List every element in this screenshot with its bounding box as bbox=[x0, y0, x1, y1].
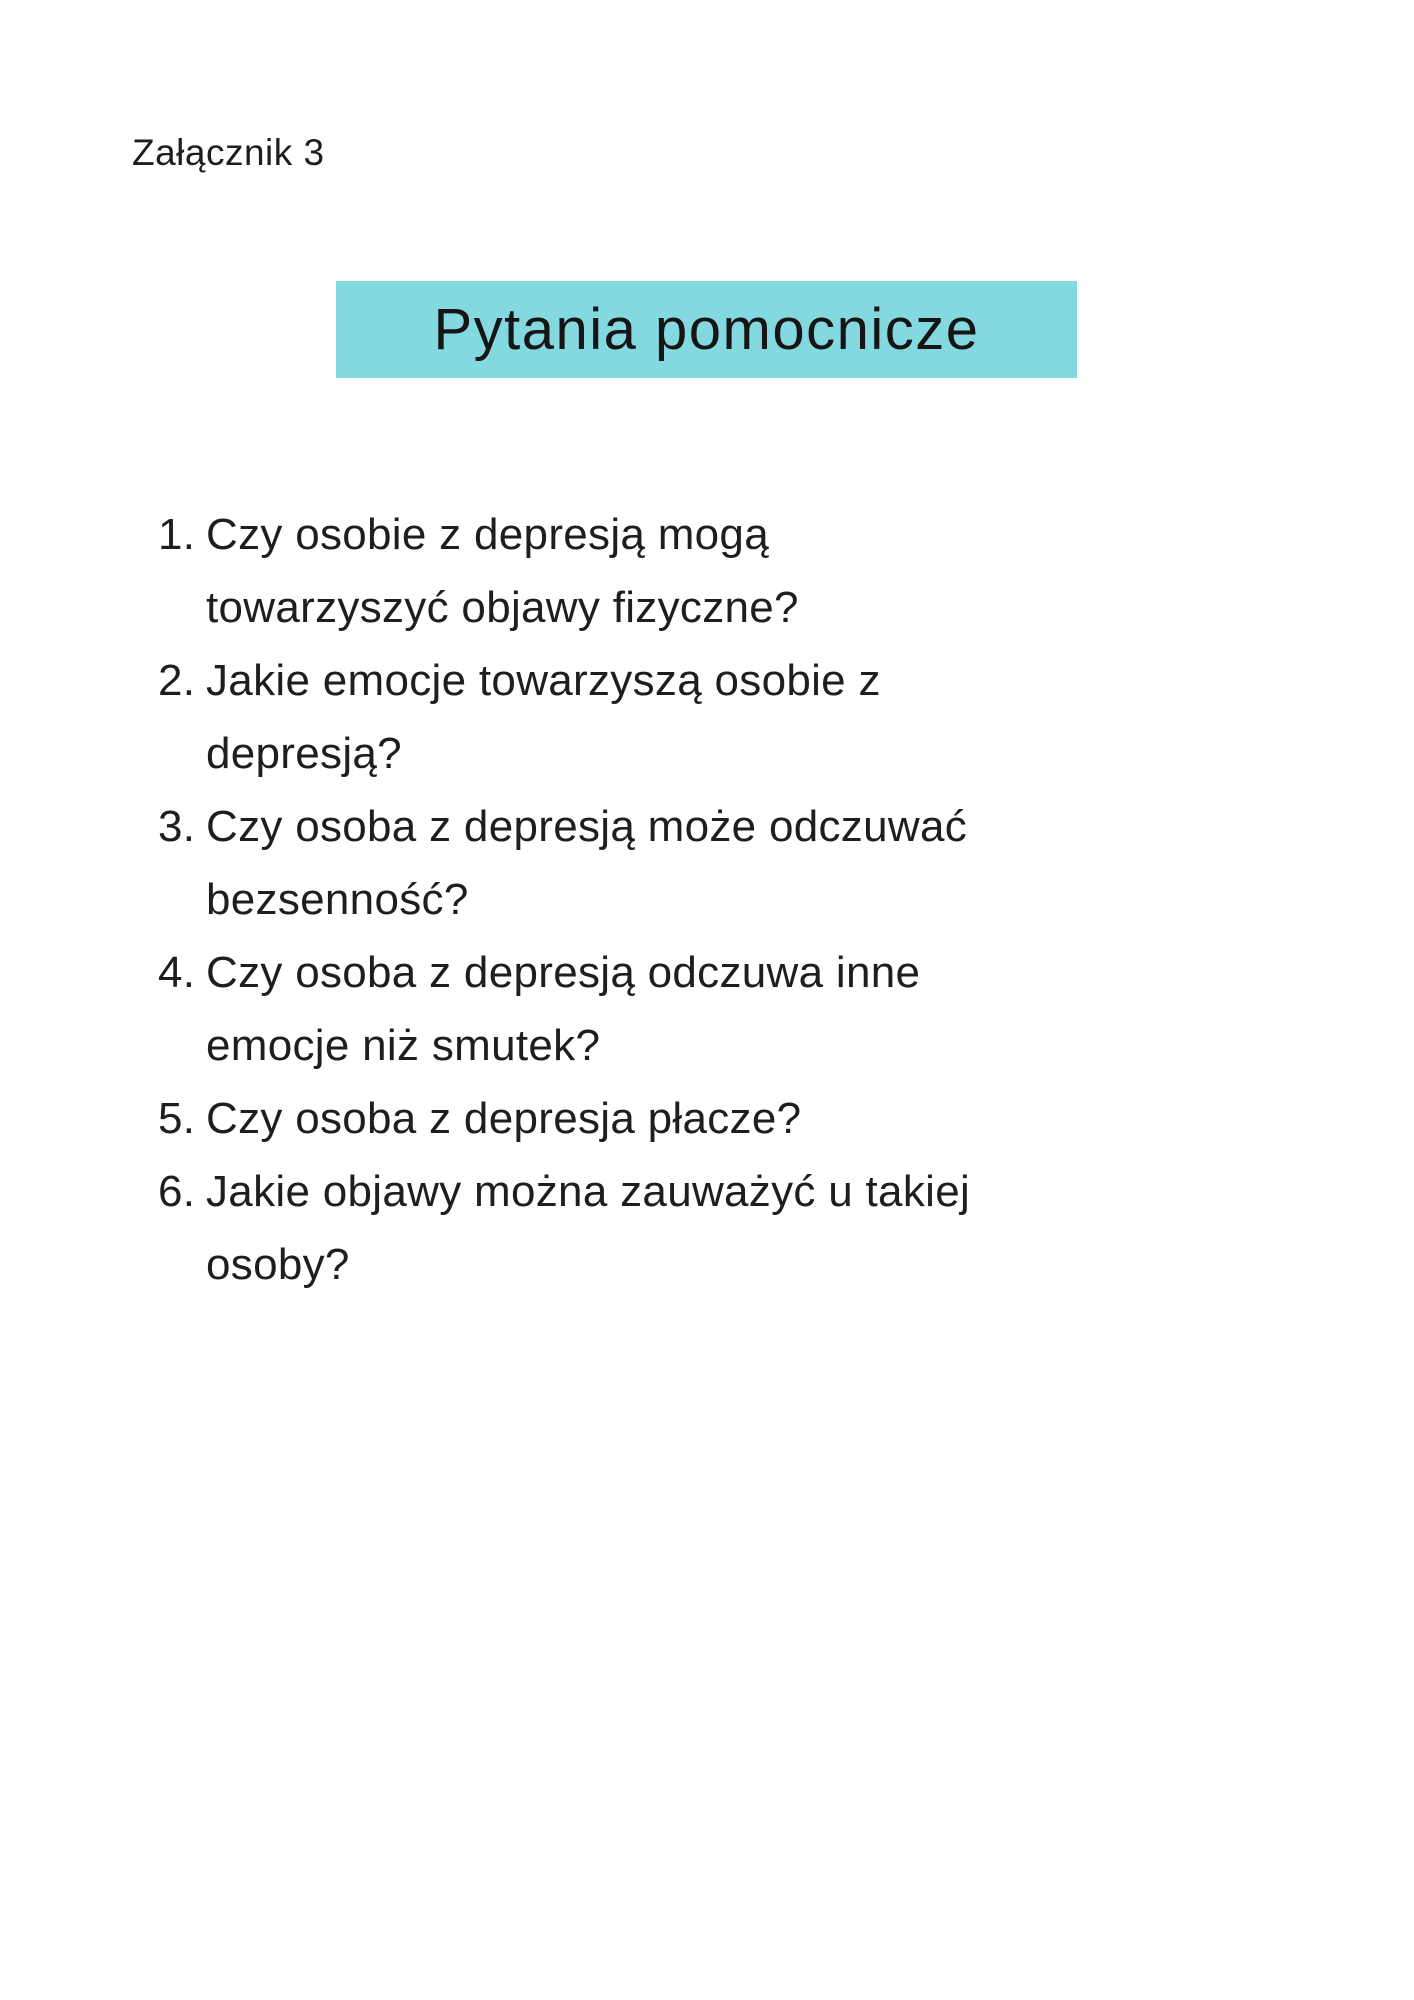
question-list bbox=[158, 498, 1308, 1301]
list-item-text bbox=[206, 1155, 1308, 1301]
list-item bbox=[158, 498, 1308, 644]
question-line: Jakie objawy można zauważyć u takiej bbox=[206, 1167, 971, 1216]
question-line: osoby? bbox=[206, 1240, 350, 1289]
list-item-number: 6. bbox=[158, 1167, 196, 1216]
list-item-number: 3. bbox=[158, 802, 196, 851]
question-line: Czy osoba z depresja płacze? bbox=[206, 1094, 802, 1143]
question-line: bezsenność? bbox=[206, 875, 469, 924]
question-line: Czy osoba z depresją odczuwa inne bbox=[206, 948, 921, 997]
question-line: Czy osobie z depresją mogą bbox=[206, 510, 769, 559]
question-line: depresją? bbox=[206, 729, 402, 778]
list-item bbox=[158, 936, 1308, 1082]
question-line: Jakie emocje towarzyszą osobie z bbox=[206, 656, 881, 705]
list-item bbox=[158, 1155, 1308, 1301]
question-line: towarzyszyć objawy fizyczne? bbox=[206, 583, 799, 632]
list-item-number: 1. bbox=[158, 510, 196, 559]
list-item-number: 4. bbox=[158, 948, 196, 997]
list-item bbox=[158, 790, 1308, 936]
list-item-text bbox=[206, 936, 1308, 1082]
question-line: Czy osoba z depresją może odczuwać bbox=[206, 802, 968, 851]
list-item bbox=[158, 1082, 1308, 1155]
list-item bbox=[158, 644, 1308, 790]
list-item-text bbox=[206, 644, 1308, 790]
list-item-number: 2. bbox=[158, 656, 196, 705]
question-line: emocje niż smutek? bbox=[206, 1021, 601, 1070]
list-item-text bbox=[206, 498, 1308, 644]
page-title: Pytania pomocnicze bbox=[433, 297, 980, 362]
list-item-text bbox=[206, 790, 1308, 936]
attachment-label: Załącznik 3 bbox=[132, 132, 325, 173]
list-item-number: 5. bbox=[158, 1094, 196, 1143]
list-item-text bbox=[206, 1082, 1308, 1155]
title-highlight-box bbox=[336, 281, 1077, 378]
